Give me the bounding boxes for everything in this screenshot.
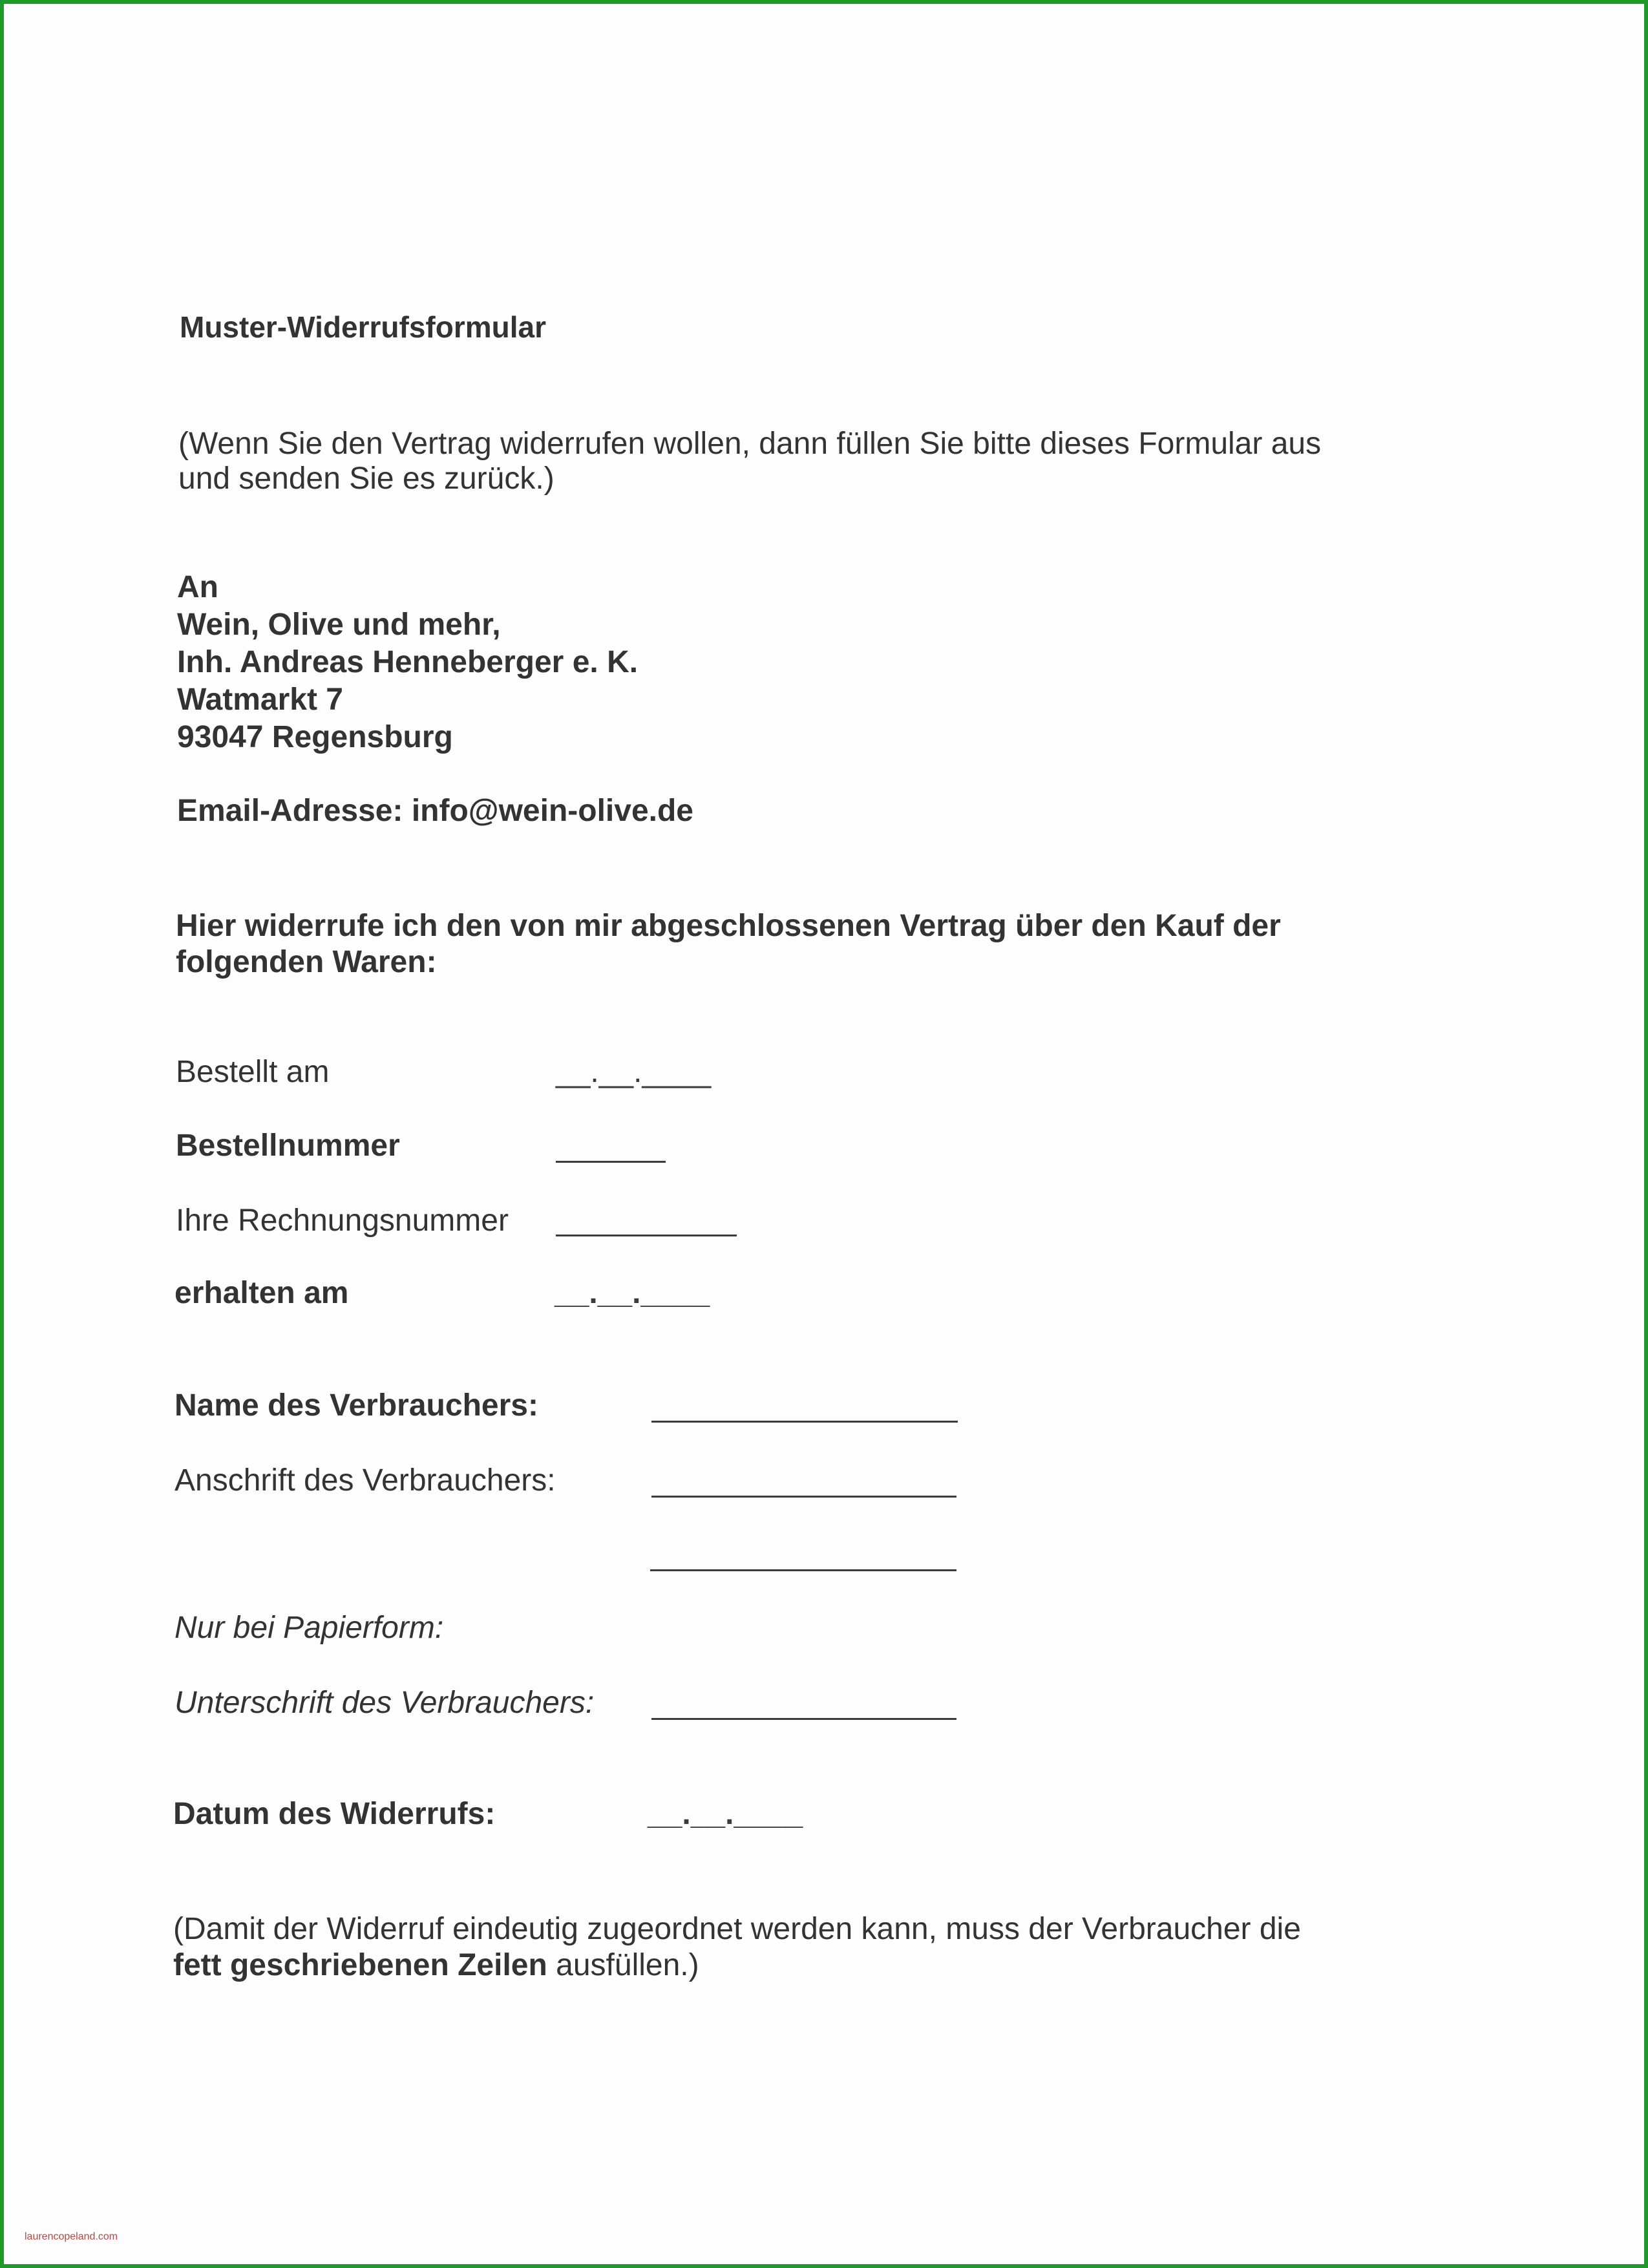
footer-bold-part: fett geschriebenen Zeilen [173,1948,547,1982]
recipient-company: Wein, Olive und mehr, [177,608,501,642]
recipient-email: Email-Adresse: info@wein-olive.de [177,794,693,828]
recipient-an: An [177,570,218,604]
consumer-address-line-1[interactable] [651,1496,956,1498]
order-number-label: Bestellnummer [176,1129,400,1163]
statement-line-2: folgenden Waren: [176,945,437,979]
consumer-address-line-2[interactable] [650,1569,956,1571]
withdrawal-date-label: Datum des Widerrufs: [173,1797,496,1831]
consumer-name-label: Name des Verbrauchers: [174,1388,538,1423]
invoice-number-label: Ihre Rechnungsnummer [176,1203,509,1238]
footer-line-1: (Damit der Widerruf eindeutig zugeordnet werden kann, muss der Verbraucher die [173,1912,1301,1946]
paper-only-label: Nur bei Papierform: [174,1611,444,1645]
intro-line-1: (Wenn Sie den Vertrag widerrufen wollen, dann füllen Sie bitte dieses Formular aus [178,427,1322,461]
statement-line-1: Hier widerrufe ich den von mir abgeschlossenen Vertrag über den Kauf der [176,909,1281,943]
footer-line-2 [173,1947,699,1984]
signature-label: Unterschrift des Verbrauchers: [174,1686,595,1720]
withdrawal-date-blank[interactable]: __.__.____ [648,1797,803,1831]
ordered-on-label: Bestellt am [176,1055,330,1089]
signature-line[interactable] [651,1718,956,1720]
order-number-line[interactable] [556,1161,666,1163]
recipient-city: 93047 Regensburg [177,720,453,754]
received-on-label: erhalten am [174,1276,349,1310]
footer-rest: ausfüllen.) [547,1948,699,1982]
received-on-blank[interactable]: __.__.____ [555,1276,710,1310]
invoice-number-line[interactable] [556,1235,737,1236]
ordered-on-blank[interactable]: __.__.____ [556,1055,712,1089]
form-title: Muster-Widerrufsformular [180,310,546,344]
consumer-name-line[interactable] [651,1421,958,1423]
intro-line-2: und senden Sie es zurück.) [178,461,555,496]
recipient-street: Watmarkt 7 [177,683,343,717]
recipient-owner: Inh. Andreas Henneberger e. K. [177,645,639,679]
watermark: laurencopeland.com [25,2231,118,2242]
consumer-address-label: Anschrift des Verbrauchers: [174,1463,556,1498]
